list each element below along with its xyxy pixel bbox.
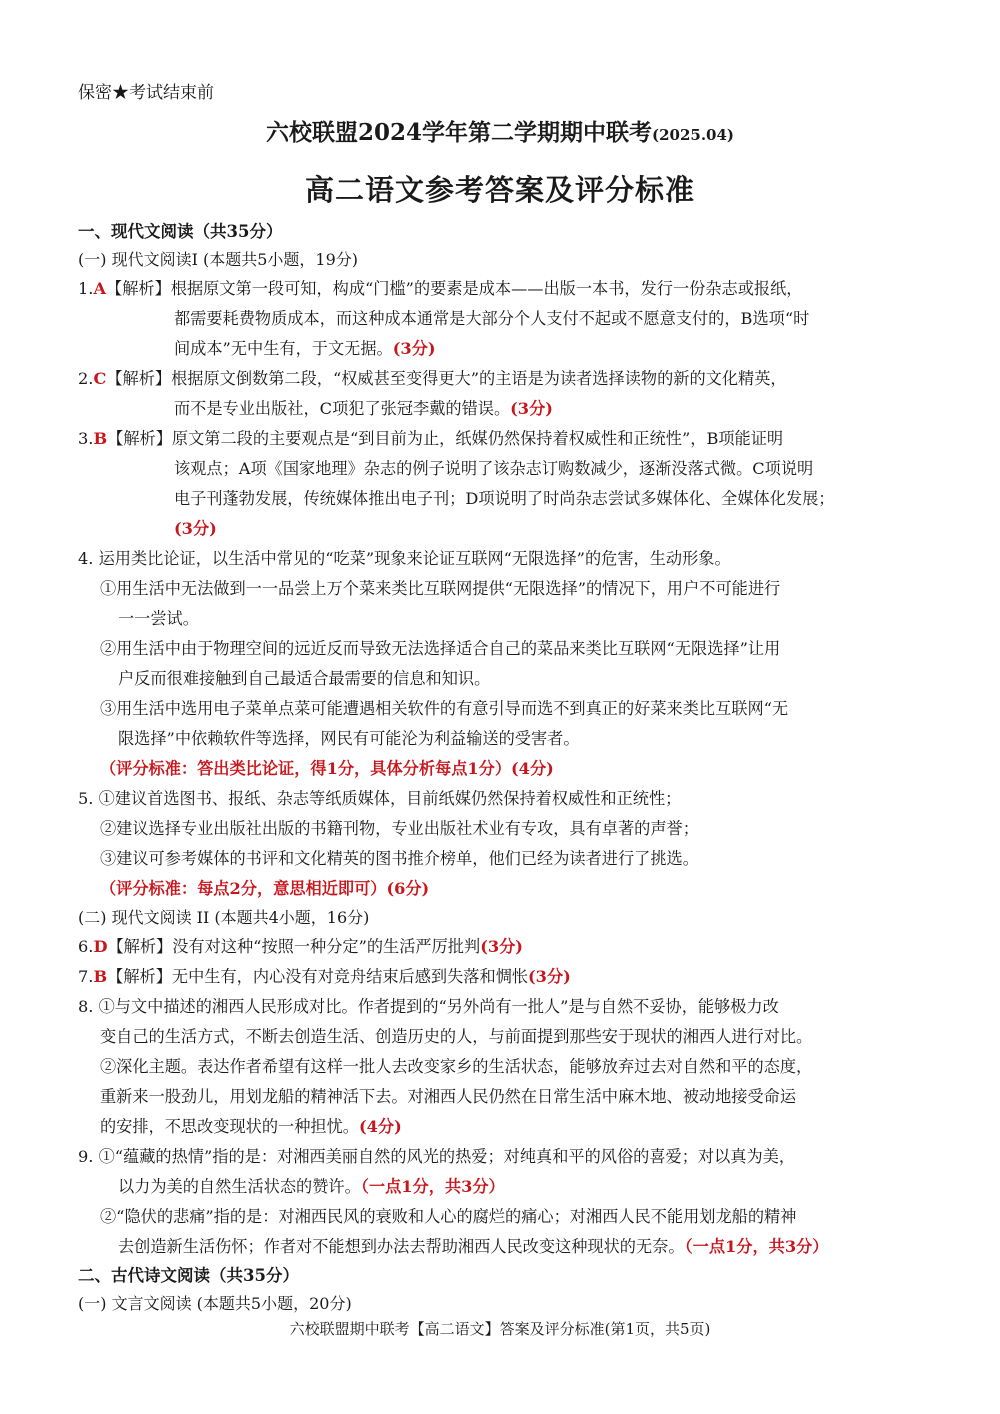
question-8 (78, 992, 926, 1142)
answer-point-cont: 户反而很难接触到自己最适合最需要的信息和知识。 (118, 669, 491, 688)
score-label: （一点1分，共3分） (360, 1177, 505, 1196)
score-label: （评分标准：答出类比论证，得1分，具体分析每点1分）(4分) (100, 759, 554, 778)
score-label: （评分标准：每点2分，意思相近即可）(6分) (100, 879, 430, 898)
score-label: (4分) (359, 1117, 402, 1136)
answer-letter: B (93, 967, 108, 986)
question-5 (78, 784, 926, 904)
answer-text: 8. ①与文中描述的湘西人民形成对比。作者提到的“另外尚有一批人”是与自然不妥协，能够极力改 (78, 997, 779, 1016)
score-label: (3分) (174, 519, 217, 538)
answer-text: 5. ①建议首选图书、报纸、杂志等纸质媒体，目前纸媒仍然保持着权威性和正统性； (78, 789, 682, 808)
part-heading: (二) 现代文阅读 II (本题共4小题，16分) (78, 908, 370, 927)
part-heading: (一) 文言文阅读 (本题共5小题，20分) (78, 1294, 352, 1313)
answer-text: 变自己的生活方式，不断去创造生活、创造历史的人，与前面提到那些安于现状的湘西人进行对比。 (100, 1027, 813, 1046)
answer-text: 【解析】根据原文倒数第二段，“权威甚至变得更大”的主语是为读者选择读物的新的文化精英， (106, 369, 787, 388)
answer-point-cont: 一一尝试。 (118, 609, 199, 628)
answer-letter: C (93, 369, 107, 388)
answer-text: 电子刊蓬勃发展，传统媒体推出电子刊；D项说明了时尚杂志尝试多媒体化、全媒体化发展； (174, 489, 835, 508)
answer-point: ①用生活中无法做到一一品尝上万个菜来类比互联网提供“无限选择”的情况下，用户不可能进行 (100, 579, 781, 598)
confidential-label: 保密★考试结束前 (78, 83, 214, 103)
page-footer: 六校联盟期中联考【高二语文】答案及评分标准(第1页，共5页) (289, 1320, 711, 1338)
answer-text: 去创造新生活伤怀；作者对不能想到办法去帮助湘西人民改变这种现状的无奈。 (118, 1237, 685, 1256)
answer-point: ③用生活中选用电子菜单点菜可能遭遇相关软件的有意引导而选不到真正的好菜来类比互联网“无 (100, 699, 789, 718)
answer-text: 都需要耗费物质成本，而这种成本通常是大部分个人支付不起或不愿意支付的，B选项“时 (174, 309, 810, 328)
score-label: (3分) (510, 399, 553, 418)
answer-letter: A (93, 279, 107, 298)
title-date: (2025.04) (651, 126, 735, 144)
answer-letter: B (93, 429, 108, 448)
question-number: 7. (78, 967, 94, 986)
part-heading: (一) 现代文阅读I (本题共5小题，19分) (78, 250, 359, 269)
question-6 (78, 932, 926, 962)
question-9 (78, 1142, 926, 1262)
answer-letter: D (93, 937, 108, 956)
answer-point: ②“隐伏的悲痛”指的是：对湘西民风的衰败和人心的腐烂的痛心；对湘西人民不能用划龙船的精神 (100, 1207, 797, 1226)
title-main: 六校联盟2024学年第二学期期中联考 (265, 119, 652, 146)
question-2 (78, 364, 926, 424)
answer-text: 而不是专业出版社，C项犯了张冠李戴的错误。 (174, 399, 511, 418)
answer-point: ②建议选择专业出版社出版的书籍刊物，专业出版社术业有专攻，具有卓著的声誉； (100, 819, 699, 838)
question-number: 6. (78, 937, 94, 956)
answer-text: 4. 运用类比论证，以生活中常见的“吃菜”现象来论证互联网“无限选择”的危害，生动形象。 (78, 549, 731, 568)
answer-text: 重新来一股劲儿，用划龙船的精神活下去。对湘西人民仍然在日常生活中麻木地、被动地接受命运 (100, 1087, 797, 1106)
answer-text: 【解析】无中生有，内心没有对竞舟结束后感到失落和惆怅 (107, 967, 529, 986)
page-title (0, 114, 1000, 147)
answer-text: 【解析】没有对这种“按照一种分定”的生活严厉批判 (107, 937, 481, 956)
answer-point: ②深化主题。表达作者希望有这样一批人去改变家乡的生活状态，能够放弃过去对自然和平的态度， (100, 1057, 813, 1076)
answer-text: 以力为美的自然生活状态的赞许。 (118, 1177, 361, 1196)
score-label: (3分) (480, 937, 523, 956)
page-subtitle: 高二语文参考答案及评分标准 (304, 173, 695, 207)
answer-text: 【解析】根据原文第一段可知，构成“门槛”的要素是成本——出版一本书，发行一份杂志或报纸， (106, 279, 803, 298)
answer-point-cont: 限选择”中依赖软件等选择，网民有可能沦为利益输送的受害者。 (118, 729, 580, 748)
section-heading: 一、现代文阅读（共35分） (78, 222, 283, 241)
question-4 (78, 544, 926, 784)
answer-text: 【解析】原文第二段的主要观点是“到目前为止，纸媒仍然保持着权威性和正统性”，B项能证明 (107, 429, 784, 448)
question-number: 1. (78, 279, 94, 298)
answer-body (78, 218, 926, 1318)
question-number: 2. (78, 369, 94, 388)
answer-text: 间成本”无中生有，于文无据。 (174, 339, 393, 358)
answer-text: 的安排，不思改变现状的一种担忧。 (100, 1117, 359, 1136)
score-label: (3分) (392, 339, 436, 358)
score-label: (3分) (528, 967, 571, 986)
question-7 (78, 962, 926, 992)
question-1 (78, 274, 926, 364)
answer-point: ③建议可参考媒体的书评和文化精英的图书推介榜单，他们已经为读者进行了挑选。 (100, 849, 699, 868)
question-number: 3. (78, 429, 94, 448)
question-3 (78, 424, 926, 544)
score-label: （一点1分，共3分） (684, 1237, 829, 1256)
answer-text: 该观点；A项《国家地理》杂志的例子说明了该杂志订购数减少，逐渐没落式微。C项说明 (174, 459, 814, 478)
answer-text: 9. ①“蕴藏的热情”指的是：对湘西美丽自然的风光的热爱；对纯真和平的风俗的喜爱；对以真为美， (78, 1147, 796, 1166)
answer-point: ②用生活中由于物理空间的远近反而导致无法选择适合自己的菜品来类比互联网“无限选择”让用 (100, 639, 781, 658)
section-heading: 二、古代诗文阅读（共35分） (78, 1266, 299, 1285)
